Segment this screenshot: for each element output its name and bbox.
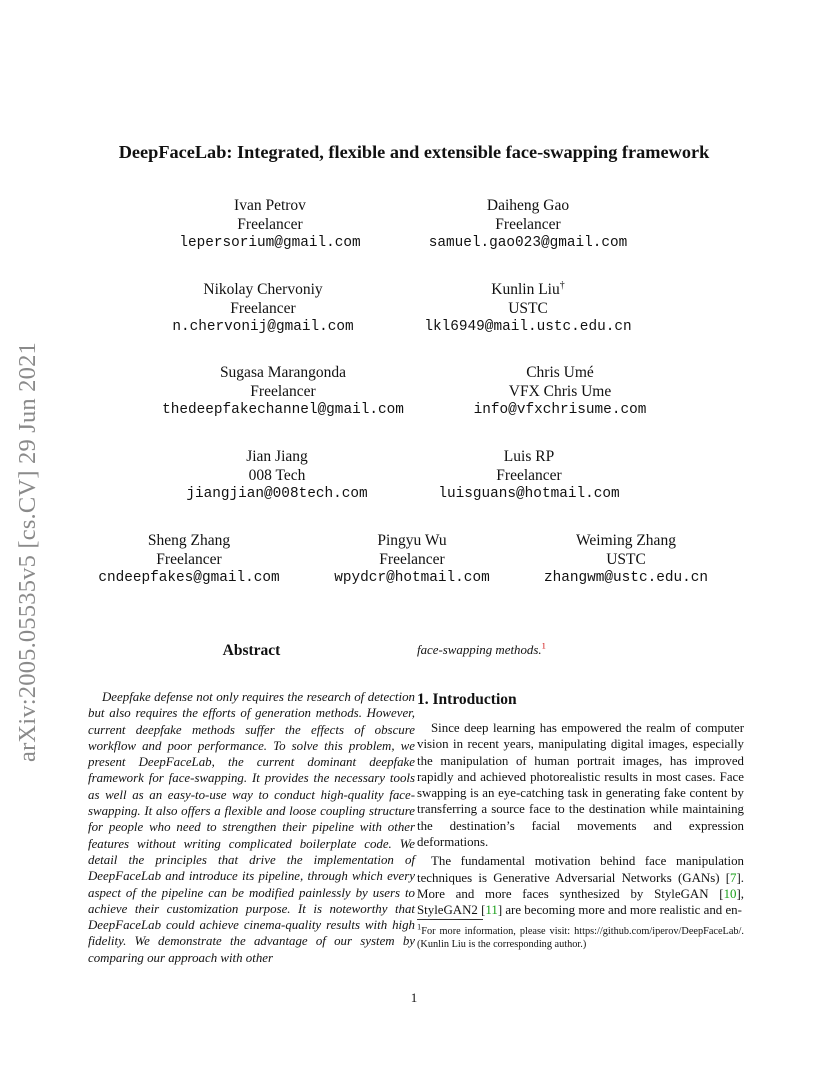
author-name: Chris Umé	[526, 364, 594, 381]
paragraph-text: ] are becoming more and more realistic and en-	[497, 903, 742, 918]
paragraph-text: The fundamental motivation behind face manipulation techniques is Generative Adversarial Networks (GANs) [	[417, 854, 744, 885]
author-affiliation: Freelancer	[156, 551, 222, 568]
author-affiliation: Freelancer	[379, 551, 445, 568]
introduction-body	[417, 720, 744, 922]
citation-link[interactable]: 7	[730, 870, 737, 885]
corresponding-author-mark: †	[559, 279, 565, 291]
introduction-heading: 1. Introduction	[417, 691, 517, 708]
author-name: Luis RP	[503, 448, 555, 465]
author-email: cndeepfakes@gmail.com	[98, 570, 280, 586]
author-affiliation: VFX Chris Ume	[508, 383, 612, 400]
citation-link[interactable]: 10	[723, 886, 737, 901]
introduction-paragraph: Since deep learning has empowered the realm of computer vision in recent years, manipulating digital images, especially the manipulation of human portrait images, has improved rapidly and achieved photorealistic results in most cases. Face swapping is an eye-catching task in generating fake content by transferring a source face to the destination while maintaining the destination’s facial movements and expression deformations.	[417, 721, 744, 850]
author-affiliation: Freelancer	[495, 216, 561, 233]
author-email: n.chervonij@gmail.com	[172, 319, 354, 335]
author-affiliation: Freelancer	[496, 467, 562, 484]
author-name: Sheng Zhang	[147, 532, 231, 549]
author-email: info@vfxchrisume.com	[473, 402, 647, 418]
abstract-continuation	[417, 640, 744, 658]
author-block	[388, 196, 668, 253]
author-name: Jian Jiang	[246, 448, 308, 465]
author-name-with-mark	[388, 280, 668, 299]
abstract-heading: Abstract	[222, 642, 281, 659]
author-name: Pingyu Wu	[377, 532, 447, 549]
author-name: Ivan Petrov	[234, 197, 306, 214]
page-number: 1	[410, 990, 418, 1005]
author-affiliation: Freelancer	[237, 216, 303, 233]
author-email: lkl6949@mail.ustc.edu.cn	[424, 319, 632, 335]
author-affiliation: Freelancer	[230, 300, 296, 317]
author-name: Nikolay Chervoniy	[203, 281, 323, 298]
footnote-text: For more information, please visit: https://github.com/iperov/DeepFaceLab/. (Kunlin Liu is the corresponding author.)	[417, 926, 744, 951]
author-block	[147, 447, 407, 504]
author-email: lepersorium@gmail.com	[179, 235, 361, 251]
author-email: zhangwm@ustc.edu.cn	[543, 570, 709, 586]
citation-link[interactable]: 11	[485, 903, 498, 918]
author-name: Sugasa Marangonda	[219, 364, 347, 381]
author-block	[388, 280, 668, 337]
paragraph-text: ]. More and more faces synthesized by StyleGAN [	[417, 870, 744, 901]
abstract-body: Deepfake defense not only requires the research of detection but also requires the efforts of generation methods. However, current deepfake methods suffer the effects of obscure workflow and poor performance. To solve this problem, we present DeepFaceLab, the current dominant deepfake framework for face-swapping. It provides the necessary tools as well as an easy-to-use way to conduct high-quality face-swapping. It also offers a flexible and loose coupling structure for people who need to strengthen their pipeline with other features without writing complicated boilerplate code. We detail the principles that drive the implementation of DeepFaceLab and introduce its pipeline, through which every aspect of the pipeline can be modified painlessly by users to achieve their customization purpose. It is noteworthy that DeepFaceLab could achieve cinema-quality results with high fidelity. We demonstrate the advantage of our system by comparing our approach with other	[88, 690, 415, 965]
author-affiliation: Freelancer	[250, 383, 316, 400]
author-email: luisguans@hotmail.com	[438, 486, 620, 502]
arxiv-identifier-stamp: arXiv:2005.05535v5 [cs.CV] 29 Jun 2021	[14, 342, 41, 762]
author-affiliation: 008 Tech	[248, 467, 306, 484]
footnote-link[interactable]: 1	[541, 640, 546, 651]
author-affiliation: USTC	[508, 300, 548, 317]
author-block	[128, 363, 438, 420]
author-email: thedeepfakechannel@gmail.com	[162, 402, 404, 418]
paragraph-text: ], StyleGAN2 [	[417, 886, 744, 918]
author-block	[399, 447, 659, 504]
author-block	[133, 280, 393, 337]
author-email: wpydcr@hotmail.com	[334, 570, 490, 586]
author-block	[140, 196, 400, 253]
author-block	[430, 363, 690, 420]
abstract-continuation-text: face-swapping methods.	[417, 643, 542, 657]
footnote-mark: 1	[417, 921, 422, 932]
author-block	[516, 531, 736, 588]
author-block	[302, 531, 522, 588]
footnote-rule	[417, 919, 483, 920]
author-email: samuel.gao023@gmail.com	[428, 235, 628, 251]
author-affiliation: USTC	[606, 551, 646, 568]
paper-title: DeepFaceLab: Integrated, flexible and extensible face-swapping framework	[118, 142, 710, 162]
author-name: Kunlin Liu	[491, 281, 560, 298]
author-email: jiangjian@008tech.com	[186, 486, 368, 502]
author-block	[79, 531, 299, 588]
author-name: Daiheng Gao	[486, 197, 570, 214]
introduction-paragraph	[417, 853, 744, 918]
author-name: Weiming Zhang	[576, 532, 676, 549]
footnote	[417, 921, 744, 952]
